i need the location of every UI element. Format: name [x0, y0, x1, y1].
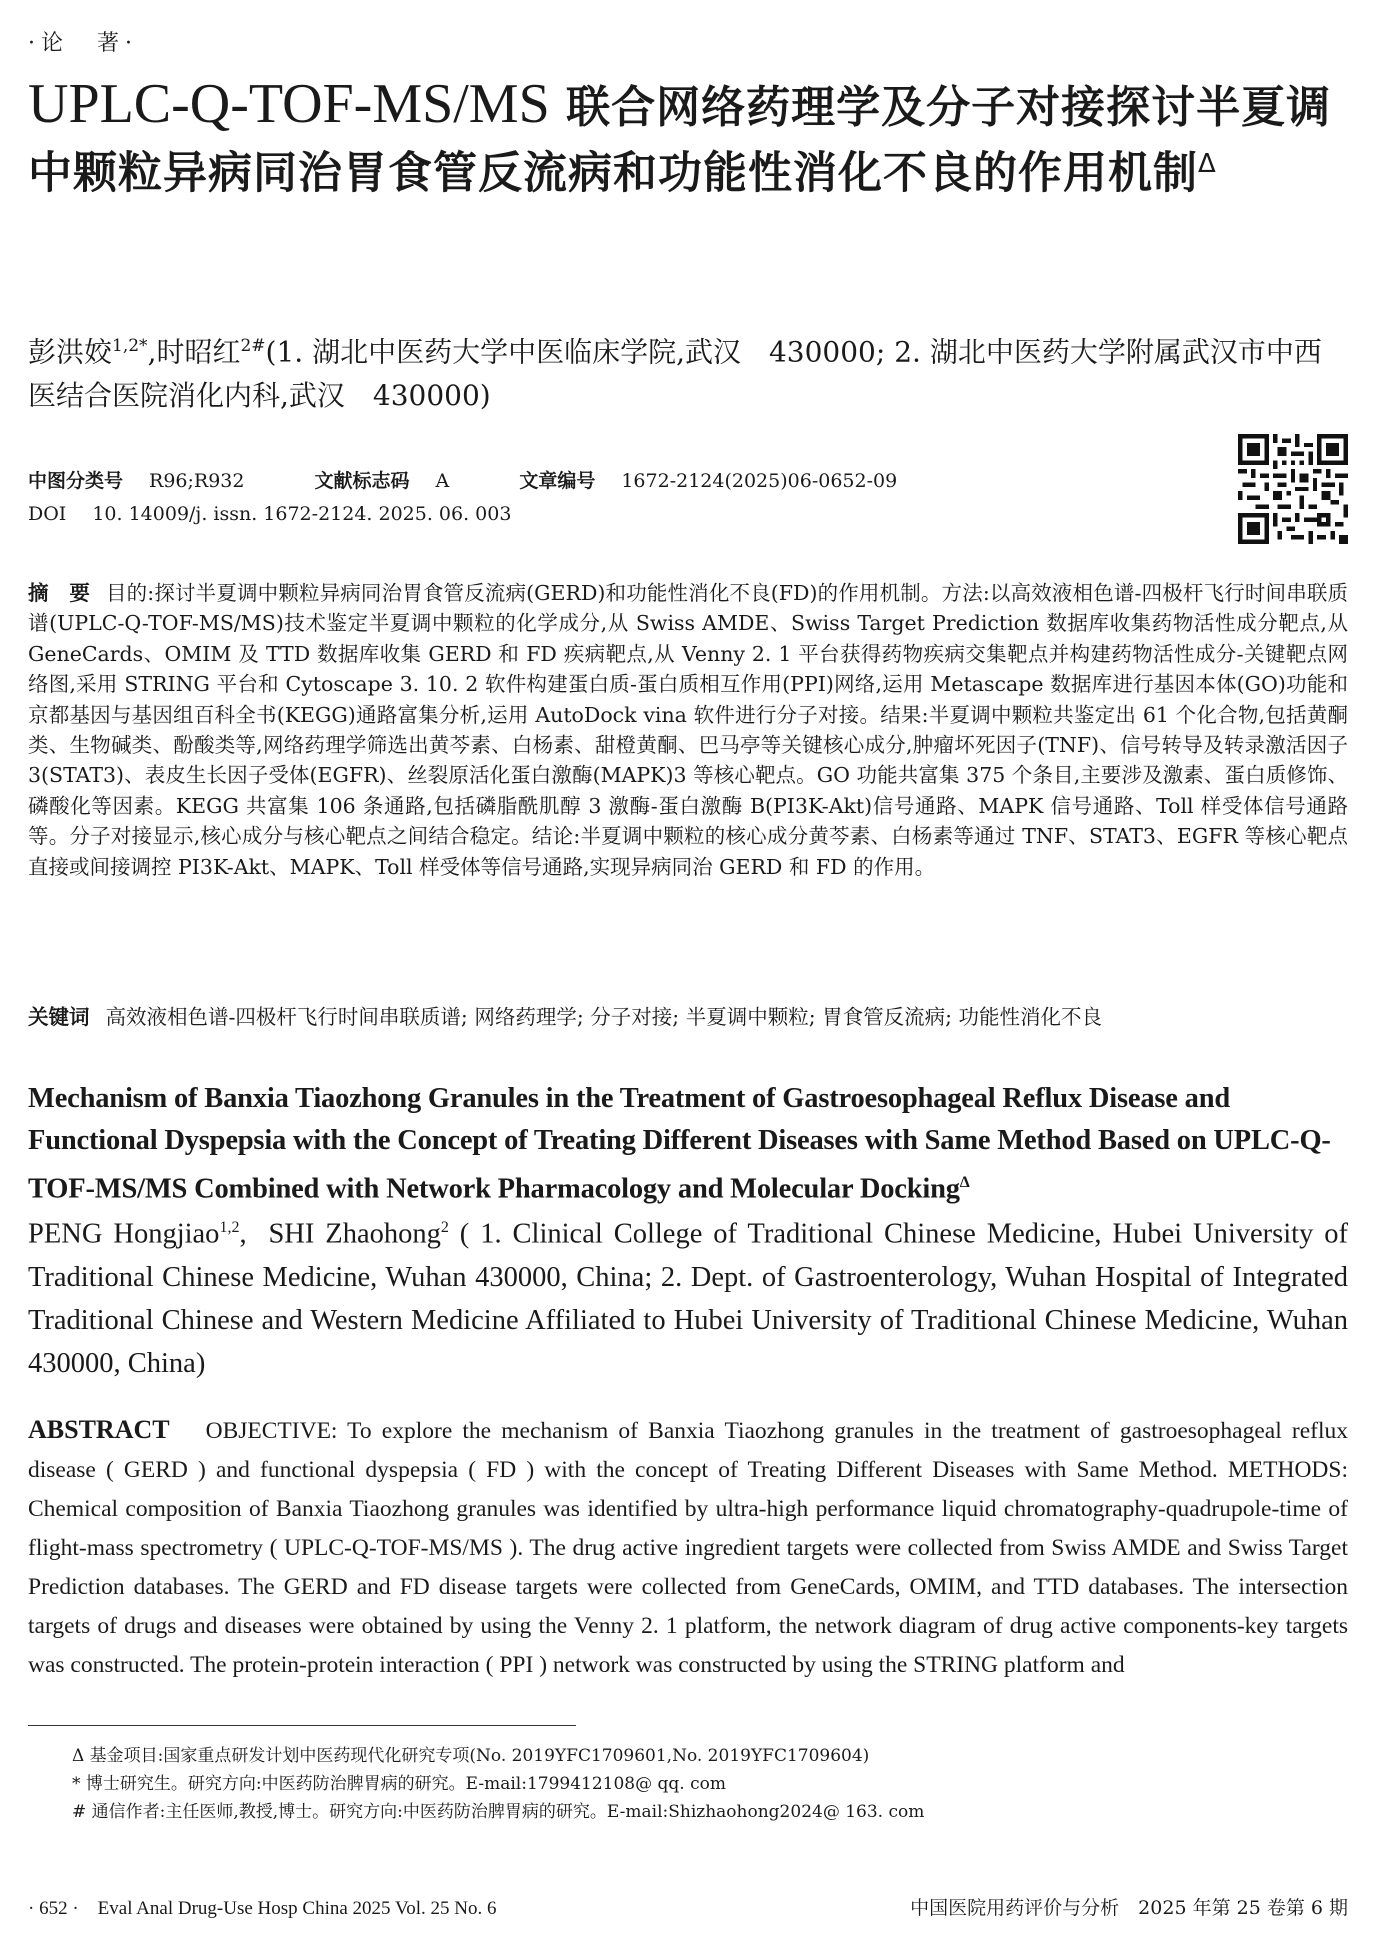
doc-code-label: 文献标志码: [314, 470, 410, 492]
doi-label: DOI: [28, 503, 67, 525]
authors-cn: [28, 324, 1348, 418]
footnote-fund: Δ 基金项目:国家重点研发计划中医药现代化研究专项(No. 2019YFC1709601,No. 2019YFC1709604): [72, 1746, 870, 1766]
footer-left: · 652 · Eval Anal Drug-Use Hosp China 2025 Vol. 25 No. 6: [28, 1898, 497, 1919]
title-en-fund-marker: Δ: [959, 1174, 970, 1191]
doc-code-value: A: [435, 470, 450, 492]
affiliation-en: ( 1. Clinical College of Traditional Chinese Medicine, Hubei University of Traditional Chinese Medicine, Wuhan 430000, China; 2. Dept. of Gastroenterology, Wuhan Hospital of Integrated Traditional Chinese and Western Medicine Affiliated to Hubei University of Traditional Chinese Medicine, Wuhan 430000, China): [28, 1218, 1349, 1379]
author-1-sup-en: 1,2: [219, 1219, 240, 1236]
author-2-sup-en: 2: [440, 1219, 449, 1236]
author-1-name-en: PENG Hongjiao: [28, 1218, 220, 1250]
abstract-cn-text: 目的:探讨半夏调中颗粒异病同治胃食管反流病(GERD)和功能性消化不良(FD)的作用机制。方法:以高效液相色谱-四极杆飞行时间串联质谱(UPLC-Q-TOF-MS/MS)技术鉴定半夏调中颗粒的化学成分,从 Swiss AMDE、Swiss Target Prediction 数据库收集药物活性成分靶点,从 GeneCards、OMIM 及 TTD 数据库收集 GERD 和 FD 疾病靶点,从 Venny 2. 1 平台获得药物疾病交集靶点并构建药物活性成分-关键靶点网络图,采用 STRING 平台和 Cytoscape 3. 10. 2 软件构建蛋白质-蛋白质相互作用(PPI)网络,运用 Metascape 数据库进行基因本体(GO)功能和京都基因与基因组百科全书(KEGG)通路富集分析,运用 AutoDock vina 软件进行分子对接。结果:半夏调中颗粒共鉴定出 61 个化合物,包括黄酮类、生物碱类、酚酸类等,网络药理学筛选出黄芩素、白杨素、甜橙黄酮、巴马亭等关键核心成分,肿瘤坏死因子(TNF)、信号转导及转录激活因子 3(STAT3)、表皮生长因子受体(EGFR)、丝裂原活化蛋白激酶(MAPK)3 等核心靶点。GO 功能共富集 375 个条目,主要涉及激素、蛋白质修饰、磷酸化等因素。KEGG 共富集 106 条通路,包括磷脂酰肌醇 3 激酶-蛋白激酶 B(PI3K-Akt)信号通路、MAPK 信号通路、Toll 样受体信号通路等。分子对接显示,核心成分与核心靶点之间结合稳定。结论:半夏调中颗粒的核心成分黄芩素、白杨素等通过 TNF、STAT3、EGFR 等核心靶点直接或间接调控 PI3K-Akt、MAPK、Toll 样受体等信号通路,实现异病同治 GERD 和 FD 的作用。: [28, 581, 1349, 879]
author-2-name: 时昭红: [156, 335, 241, 369]
doi-line: [28, 503, 511, 525]
article-title-en: [28, 1078, 1348, 1211]
abstract-cn-label: 摘 要: [28, 581, 90, 605]
title-latin-part: UPLC-Q-TOF-MS/MS: [28, 73, 550, 135]
footer-right: 中国医院用药评价与分析 2025 年第 25 卷第 6 期: [910, 1897, 1348, 1919]
author-2-sup: 2#: [240, 336, 266, 356]
title-en-text: Mechanism of Banxia Tiaozhong Granules in the Treatment of Gastroesophageal Reflux Disease and Functional Dyspepsia with the Concept of Treating Different Diseases with Same Method Based on UPLC-Q-TOF-MS/MS Combined with Network Pharmacology and Molecular Docking: [28, 1083, 1331, 1205]
footnote-corresponding: # 通信作者:主任医师,教授,博士。研究方向:中医药防治脾胃病的研究。E-mail:Shizhaohong2024@ 163. com: [72, 1802, 925, 1822]
qr-code-icon[interactable]: [1238, 434, 1348, 544]
keywords-cn-label: 关键词: [28, 1005, 90, 1029]
affiliation-cn: (1. 湖北中医药大学中医临床学院,武汉 430000; 2. 湖北中医药大学附属武汉市中西医结合医院消化内科,武汉 430000): [28, 335, 1322, 413]
footnote-author: * 博士研究生。研究方向:中医药防治脾胃病的研究。E-mail:1799412108@ qq. com: [72, 1774, 726, 1794]
article-no-value: 1672-2124(2025)06-0652-09: [621, 470, 898, 492]
doi-value: 10. 14009/j. issn. 1672-2124. 2025. 06. 003: [92, 503, 512, 525]
clc-value: R96;R932: [149, 470, 245, 492]
article-no-label: 文章编号: [519, 470, 596, 492]
classification-line: [28, 466, 897, 493]
abstract-cn: [28, 578, 1348, 882]
footnotes: [28, 1742, 1348, 1826]
author-separator: ,: [147, 335, 157, 369]
keywords-cn-text: 高效液相色谱-四极杆飞行时间串联质谱; 网络药理学; 分子对接; 半夏调中颗粒; 胃食管反流病; 功能性消化不良: [105, 1005, 1103, 1029]
author-1-sup: 1,2*: [112, 336, 148, 356]
abstract-en-text: OBJECTIVE: To explore the mechanism of Banxia Tiaozhong granules in the treatment of gastroesophageal reflux disease ( GERD ) and functional dyspepsia ( FD ) with the concept of Treating Different Diseases with Same Method. METHODS: Chemical composition of Banxia Tiaozhong granules was identified by ultra-high performance liquid chromatography-quadrupole-time of flight-mass spectrometry ( UPLC-Q-TOF-MS/MS ). The drug active ingredient targets were collected from Swiss AMDE and Swiss Target Prediction databases. The GERD and FD disease targets were collected from GeneCards, OMIM, and TTD databases. The intersection targets of drugs and diseases were obtained by using the Venny 2. 1 platform, the network diagram of drug active components-key targets was constructed. The protein-protein interaction ( PPI ) network was constructed by using the STRING platform and: [28, 1418, 1348, 1678]
title-cn-part: 联合网络药理学及分子对接探讨半夏调中颗粒异病同治胃食管反流病和功能性消化不良的作用机制: [28, 82, 1332, 199]
column-tag: ·论 著·: [28, 31, 138, 56]
author-1-name: 彭洪姣: [28, 335, 113, 369]
article-title-cn: [28, 73, 1348, 202]
title-fund-marker: Δ: [1198, 149, 1217, 179]
keywords-cn: [28, 1002, 1348, 1032]
authors-en: PENG Hongjiao$^{1,2}$, SHI Zhaohong$^2$ ( 1. Clinical College of Traditional Chinese Medicine, Hubei University of Traditional Chinese Medicine, Wuhan 430000, China; 2. Dept. of Gastroenterology, Wuhan Hospital of Integrated Traditional Chinese and Western Medicine Affiliated to Hubei University of Traditional Chinese Medicine, Wuhan 430000, China): [28, 1218, 1349, 1379]
running-footer: [28, 1893, 1348, 1920]
abstract-en-label: ABSTRACT: [28, 1415, 170, 1444]
author-2-name-en: SHI Zhaohong: [268, 1218, 441, 1250]
footnote-divider: [28, 1725, 576, 1726]
clc-label: 中图分类号: [28, 470, 124, 492]
abstract-en: [28, 1410, 1348, 1685]
